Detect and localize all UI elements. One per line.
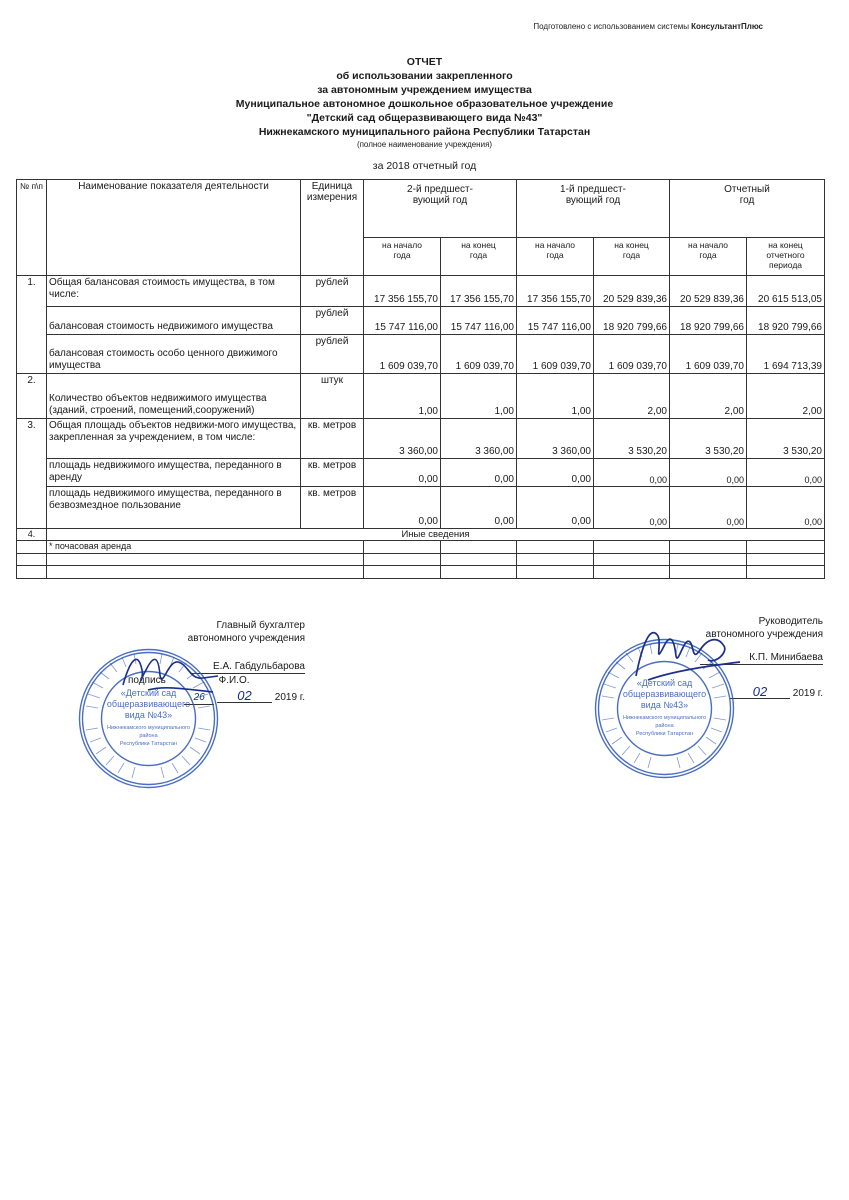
cell-value: 1 609 039,70	[364, 335, 441, 374]
cell-value: 1 609 039,70	[517, 335, 594, 374]
report-year: за 2018 отчетный год	[372, 160, 477, 172]
date-year: 2019 г.	[792, 688, 823, 699]
cell-value: 17 356 155,70	[441, 276, 517, 307]
cell-value: 15 747 116,00	[441, 307, 517, 335]
cell-value: 3 360,00	[517, 419, 594, 459]
row-unit: рублей	[301, 335, 364, 374]
cell-value: 1 609 039,70	[441, 335, 517, 374]
cell-value: 0,00	[747, 459, 825, 487]
table-row	[17, 554, 825, 566]
cell-value: 3 360,00	[364, 419, 441, 459]
role-title: Главный бухгалтер	[216, 620, 305, 631]
cell-value: 20 529 839,36	[594, 276, 670, 307]
table-row	[17, 276, 825, 307]
director-name: К.П. Минибаева	[700, 651, 823, 665]
cell-value: 1 609 039,70	[594, 335, 670, 374]
cell-value: 17 356 155,70	[517, 276, 594, 307]
cell-value: 0,00	[364, 487, 441, 529]
row-num: 4.	[17, 529, 47, 541]
cell-value: 18 920 799,66	[747, 307, 825, 335]
table-row	[17, 566, 825, 579]
cell-value: 3 530,20	[747, 419, 825, 459]
cell-value: 0,00	[517, 459, 594, 487]
cell-value: 3 530,20	[594, 419, 670, 459]
cell-value: 0,00	[441, 487, 517, 529]
row-num: 3.	[17, 419, 47, 529]
title-line: за автономным учреждением имущества	[317, 84, 532, 96]
header-num: № п\п	[17, 180, 47, 276]
cell-value: 1 694 713,39	[747, 335, 825, 374]
stamp-text: Нижнекамского муниципального	[106, 725, 191, 731]
date-month: 02	[730, 685, 790, 699]
stamp-text: района	[139, 733, 158, 739]
accountant-signature	[118, 640, 228, 710]
table-row	[17, 541, 825, 554]
row-name: Количество объектов недвижимого имущества (зданий, строений, помещений,сооружений)	[47, 374, 301, 419]
role-title: Руководитель	[758, 616, 823, 627]
property-table	[16, 179, 825, 579]
brand-name: КонсультантПлюс	[691, 22, 763, 31]
row-unit: рублей	[301, 276, 364, 307]
cell-value: 1,00	[517, 374, 594, 419]
cell-value: 0,00	[364, 459, 441, 487]
date-day: 26	[184, 691, 214, 705]
stamp-text: вида №43»	[640, 700, 689, 710]
subheader-end: на конец года	[441, 238, 517, 276]
subheader-end-period: на конец отчетного периода	[747, 238, 825, 276]
subheader-end: на конец года	[594, 238, 670, 276]
accountant-name: Е.А. Габдульбарова	[190, 660, 305, 674]
cell-value: 0,00	[670, 459, 747, 487]
cell-value: 2,00	[594, 374, 670, 419]
director-signature	[628, 616, 748, 696]
table-row	[17, 529, 825, 541]
row-name: балансовая стоимость особо ценного движимого имущества	[47, 335, 301, 374]
row-name: Общая балансовая стоимость имущества, в том числе:	[47, 276, 301, 307]
stamp-text: Республики Татарстан	[635, 731, 694, 737]
district: Нижнекамского муниципального района Республики Татарстан	[258, 126, 591, 138]
row-num: 2.	[17, 374, 47, 419]
row-num: 1.	[17, 276, 47, 374]
cell-value: 1,00	[441, 374, 517, 419]
title-line: об использовании закрепленного	[336, 70, 513, 82]
subheader-start: на начало года	[517, 238, 594, 276]
row-unit: рублей	[301, 307, 364, 335]
prepared-note: Подготовлено с использованием системы КонсультантПлюс	[533, 22, 763, 31]
cell-value: 2,00	[670, 374, 747, 419]
cell-value: 1,00	[364, 374, 441, 419]
header-year-1: 1-й предшест- вующий год	[517, 180, 670, 238]
caption: (полное наименование учреждения)	[356, 140, 493, 149]
row-name: балансовая стоимость недвижимого имущества	[47, 307, 301, 335]
stamp-text: «Детский сад	[636, 678, 693, 688]
note-hourly-rent: * почасовая аренда	[47, 541, 364, 554]
date-year: 2019 г.	[274, 692, 305, 703]
cell-value: 18 920 799,66	[670, 307, 747, 335]
cell-value: 0,00	[594, 487, 670, 529]
section-other: Иные сведения	[47, 529, 825, 541]
cell-value: 2,00	[747, 374, 825, 419]
stamp-text: района	[655, 723, 674, 729]
institution-type: Муниципальное автономное дошкольное образовательное учреждение	[235, 98, 614, 110]
date-month: 02	[217, 689, 272, 703]
row-unit: кв. метров	[301, 419, 364, 459]
table-row	[17, 459, 825, 487]
cell-value: 18 920 799,66	[594, 307, 670, 335]
stamp-text: Нижнекамского муниципального	[622, 715, 707, 721]
institution-name: "Детский сад общеразвивающего вида №43"	[306, 112, 543, 124]
stamp-text: общеразвивающего	[622, 689, 707, 699]
cell-value: 3 360,00	[441, 419, 517, 459]
stamp-text: Республики Татарстан	[119, 741, 178, 747]
cell-value: 20 529 839,36	[670, 276, 747, 307]
role-title: автономного учреждения	[705, 629, 823, 640]
cell-value: 17 356 155,70	[364, 276, 441, 307]
row-unit: штук	[301, 374, 364, 419]
report-title	[0, 55, 849, 173]
header-unit: Единица измерения	[301, 180, 364, 276]
cell-value: 0,00	[441, 459, 517, 487]
cell-value: 0,00	[747, 487, 825, 529]
row-name: площадь недвижимого имущества, переданного в безвозмездное пользование	[47, 487, 301, 529]
cell-value: 15 747 116,00	[517, 307, 594, 335]
cell-value: 20 615 513,05	[747, 276, 825, 307]
cell-value: 0,00	[594, 459, 670, 487]
table-row	[17, 487, 825, 529]
cell-value: 3 530,20	[670, 419, 747, 459]
label-fio: Ф.И.О.	[218, 675, 250, 686]
table-row	[17, 419, 825, 459]
role-title: автономного учреждения	[187, 633, 305, 644]
stamp-text: общеразвивающего	[106, 699, 191, 709]
cell-value: 1 609 039,70	[670, 335, 747, 374]
table-row	[17, 335, 825, 374]
row-name: Общая площадь объектов недвижи-мого имущества, закрепленная за учреждением, в том числе:	[47, 419, 301, 459]
cell-value: 0,00	[670, 487, 747, 529]
subheader-start: на начало года	[670, 238, 747, 276]
header-year-current: Отчетный год	[670, 180, 825, 238]
table-row	[17, 374, 825, 419]
stamp-text: вида №43»	[124, 710, 173, 720]
label-signature: подпись	[128, 675, 166, 686]
table-row	[17, 307, 825, 335]
header-year-2: 2-й предшест- вующий год	[364, 180, 517, 238]
row-unit: кв. метров	[301, 487, 364, 529]
cell-value: 15 747 116,00	[364, 307, 441, 335]
subheader-start: на начало года	[364, 238, 441, 276]
row-unit: кв. метров	[301, 459, 364, 487]
cell-value: 0,00	[517, 487, 594, 529]
stamp-text: «Детский сад	[120, 688, 177, 698]
row-name: площадь недвижимого имущества, переданного в аренду	[47, 459, 301, 487]
header-name: Наименование показателя деятельности	[47, 180, 301, 276]
title-line: ОТЧЕТ	[406, 56, 443, 68]
